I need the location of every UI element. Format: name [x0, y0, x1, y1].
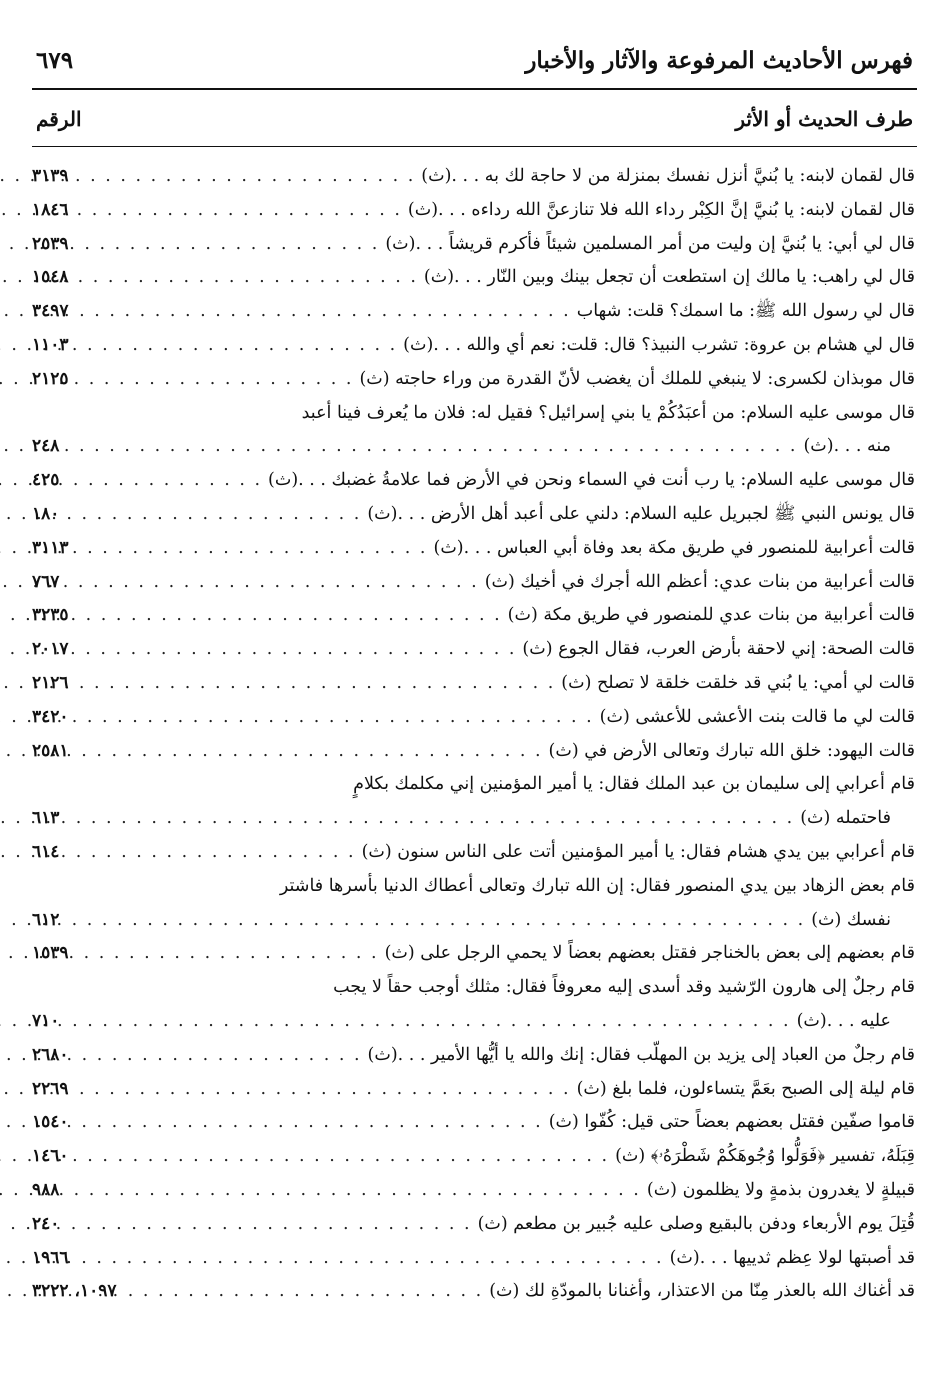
entry-text: قال موسى عليه السلام: يا رب أنت في السماء ونحن في الأرض فما علامةُ غضبك . . .(ث): [268, 470, 915, 491]
column-rule: [32, 146, 917, 147]
leader-dots: [108, 802, 794, 836]
index-entry: [32, 1106, 915, 1140]
entry-text: قالت لي ما قالت بنت الأعشى للأعشى (ث): [599, 706, 915, 727]
entry-text: قال لي راهب: يا مالك إن استطعت أن تجعل بينك وبين النّار . . .(ث): [423, 267, 915, 288]
index-entry: [32, 363, 915, 397]
entry-number: ١٥٤٠: [32, 1112, 69, 1133]
index-entry: [32, 194, 915, 228]
entry-text: منه . . .(ث): [803, 436, 891, 457]
entry-text: قُتِلَ يوم الأربعاء ودفن بالبقيع وصلى عليه جُبير بن مطعم (ث): [477, 1213, 915, 1234]
entry-number: ١٤٦٠: [32, 1146, 69, 1167]
index-entry: [32, 261, 915, 295]
leader-dots: [108, 261, 418, 295]
index-entry: [32, 633, 915, 667]
entry-text: قال لقمان لابنه: يا بُنيَّ أنزل نفسك بمنزلة من لا حاجة لك به . . .(ث): [421, 166, 915, 186]
entry-text: قالت أعرابية للمنصور في طريق مكة بعد وفاة أبي العباس . . .(ث): [433, 537, 915, 558]
entry-text: قال لي هشام بن عروة: تشرب النبيذ؟ قال: قلت: نعم أي والله . . .(ث): [403, 334, 915, 355]
entry-text: نفسك (ث): [811, 909, 891, 930]
leader-dots: [108, 633, 516, 667]
column-header-text: طرف الحديث أو الأثر: [735, 107, 913, 131]
entry-number: ١٥٣٩: [32, 943, 69, 964]
entry-number: ١٠٩٧، ٣٢٢٢: [32, 1281, 117, 1302]
index-entry: [32, 836, 915, 870]
leader-dots: [108, 566, 479, 600]
entry-text: قالت أعرابية من بنات عدي: أعظم الله أجرك في أخيك (ث): [484, 571, 915, 592]
leader-dots: [108, 1039, 362, 1073]
index-entry: [32, 1140, 915, 1174]
index-entry: [32, 1208, 915, 1242]
entry-text: قام بعضهم إلى بعض بالخناجر فقتل بعضهم بعضاً لا يحمي الرجل على (ث): [384, 943, 915, 964]
entry-text: قال لي أبي: يا بُنيَّ إن وليت من أمر المسلمين شيئاً فأكرم قريشاً . . .(ث): [385, 233, 915, 254]
index-entry: [32, 1174, 915, 1208]
index-entry: [32, 566, 915, 600]
entry-number: ١٩٦٦: [32, 1247, 69, 1268]
entry-text: قال موبذان لكسرى: لا ينبغي للملك أن يغضب لأنّ القدرة من وراء حاجته (ث): [359, 368, 915, 389]
entry-text: قال لي رسول الله ﷺ: ما اسمك؟ قلت: شهاب: [576, 301, 915, 322]
index-entry: [32, 160, 915, 194]
entry-number: ٢٥٨١: [32, 740, 69, 761]
leader-dots: [108, 937, 379, 971]
index-entry: [32, 735, 915, 769]
entry-text-line: قام بعض الزهاد بين يدي المنصور فقال: إن الله تبارك وتعالى أعطاك الدنيا بأسرها فاشتر: [279, 875, 915, 896]
header-rule: [32, 88, 917, 90]
leader-dots: [108, 667, 555, 701]
leader-dots: [108, 329, 397, 363]
entry-text: قام رجلٌ من العباد إلى يزيد بن المهلّب فقال: إنك والله يا أيُّها الأمير . . .(ث): [367, 1044, 915, 1065]
index-entry: [32, 532, 915, 566]
entry-text: قد أغناك الله بالعذر مِنّا من الاعتذار، وأغنانا بالمودّةِ لك (ث): [489, 1281, 915, 1302]
leader-dots: [108, 160, 415, 194]
entry-text: فاحتمله (ث): [800, 808, 891, 829]
leader-dots: [108, 1073, 571, 1107]
leader-dots: [122, 1275, 483, 1309]
entry-number: ٣١١٣: [32, 537, 69, 558]
leader-dots: [108, 836, 356, 870]
entry-number: ٢٢٦٩: [32, 1078, 69, 1099]
entry-text-line: قام رجلٌ إلى هارون الرّشيد وقد أسدى إليه معروفاً فقال: مثلك أوجب حقاً لا يجب: [333, 977, 915, 998]
index-entry: [32, 228, 915, 262]
leader-dots: [108, 228, 379, 262]
entry-number: ٢٠١٧: [32, 639, 69, 660]
entry-number: ٢٤٨: [32, 436, 60, 457]
index-entry: [32, 1242, 915, 1276]
entry-text: قالت أعرابية من بنات عدي للمنصور في طريق مكة (ث): [507, 605, 915, 626]
index-entry: [32, 1073, 915, 1107]
running-title: فهرس الأحاديث المرفوعة والآثار والأخبار: [525, 46, 913, 74]
leader-dots: [108, 701, 594, 735]
entry-number: ٢٤٠: [32, 1213, 60, 1234]
leader-dots: [108, 1140, 609, 1174]
entry-number: ٧١٠: [32, 1010, 60, 1031]
leader-dots: [108, 295, 571, 329]
entry-number: ٣١٣٩: [32, 166, 69, 186]
entry-text: قاموا صفّين فقتل بعضهم بعضاً حتى قيل: كُفّوا (ث): [548, 1112, 915, 1133]
leader-dots: [108, 1242, 664, 1276]
entry-text: قال لقمان لابنه: يا بُنيَّ إنَّ الكِبْر رداء الله فلا تنازعنَّ الله رداءه . . .(ث): [407, 199, 915, 220]
entry-text: قالت الصحة: إني لاحقة بأرض العرب، فقال الجوع (ث): [522, 639, 915, 660]
index-entry: [32, 599, 915, 633]
leader-dots: [108, 1174, 641, 1208]
index-entry: [32, 971, 915, 1039]
index-entry: [32, 937, 915, 971]
entry-number: ٢١٢٥: [32, 368, 69, 389]
entry-number: ٦١٣: [32, 808, 60, 829]
entry-number: ٧٦٧: [32, 571, 60, 592]
entry-text: عليه . . .(ث): [796, 1010, 891, 1031]
entry-number: ٢٥٣٩: [32, 233, 69, 254]
index-entry: [32, 870, 915, 938]
index-entry: [32, 1275, 915, 1309]
entry-number: ٣٤٩٧: [32, 301, 69, 322]
leader-dots: [108, 1106, 543, 1140]
running-header: [36, 38, 913, 82]
entry-number: ٩٨٨: [32, 1179, 60, 1200]
entry-number: ٦١٢: [32, 909, 60, 930]
leader-dots: [108, 464, 262, 498]
index-entry: [32, 397, 915, 465]
page-number: ٦٧٩: [36, 46, 74, 74]
entry-text: قد أصبتها لولا عِظم ثدييها . . .(ث): [669, 1247, 915, 1268]
entry-number: ٣٢٣٥: [32, 605, 69, 626]
index-entry: [32, 768, 915, 836]
column-header-number: الرقم: [36, 107, 82, 131]
leader-dots: [108, 1208, 472, 1242]
entry-text: قال يونس النبي ﷺ لجبريل عليه السلام: دلني على أعبد أهل الأرض . . .(ث): [367, 503, 915, 524]
leader-dots: [108, 430, 797, 464]
index-entry: [32, 701, 915, 735]
index-entry: [32, 667, 915, 701]
entry-text: قام ليلة إلى الصبح بعَمَّ يتساءلون، فلما بلغ (ث): [576, 1078, 915, 1099]
entry-number: ١٨٠: [32, 503, 60, 524]
index-entry: [32, 1039, 915, 1073]
entry-text: قِبَلَهُ، تفسير ﴿فَوَلُّوا وُجُوهَكُمْ شَطْرَهُۥ﴾ (ث): [615, 1146, 915, 1167]
entry-number: ٢٦٨٠: [32, 1044, 69, 1065]
leader-dots: [108, 194, 402, 228]
entry-text: قالت اليهود: خلق الله تبارك وتعالى الأرض في (ث): [548, 740, 915, 761]
leader-dots: [108, 498, 361, 532]
entry-number: ٦١٤: [32, 841, 60, 862]
entry-number: ١٨٤٦: [32, 199, 69, 220]
leader-dots: [108, 363, 353, 397]
index-entry: [32, 295, 915, 329]
entry-text-line: قال موسى عليه السلام: من أعبَدُكُمْ يا بني إسرائيل؟ فقيل له: فلان ما يُعرف فينا أعبد: [301, 402, 915, 423]
entry-text-line: قام أعرابي إلى سليمان بن عبد الملك فقال: يا أمير المؤمنين إني مكلمك بكلامٍ: [353, 774, 915, 795]
leader-dots: [108, 735, 543, 769]
entry-text: قبيلةٍ لا يغدرون بذمةٍ ولا يظلمون (ث): [646, 1179, 915, 1200]
index-entries: [32, 160, 915, 1309]
entry-number: ١١٠٣: [32, 334, 69, 355]
entry-text: قالت لي أمي: يا بُني قد خلقت خلقة لا تصلح (ث): [561, 672, 915, 693]
column-headers: [36, 100, 913, 138]
entry-number: ٣٤٢٠: [32, 706, 69, 727]
entry-number: ١٥٤٨: [32, 267, 69, 288]
entry-number: ٢١٢٦: [32, 672, 69, 693]
leader-dots: [108, 532, 428, 566]
leader-dots: [108, 599, 502, 633]
leader-dots: [108, 1005, 791, 1039]
index-entry: [32, 329, 915, 363]
entry-number: ٤٢٥: [32, 470, 60, 491]
index-entry: [32, 498, 915, 532]
entry-text: قام أعرابي بين يدي هشام فقال: يا أمير المؤمنين أتت على الناس سنون (ث): [361, 841, 915, 862]
leader-dots: [108, 904, 805, 938]
index-entry: [32, 464, 915, 498]
